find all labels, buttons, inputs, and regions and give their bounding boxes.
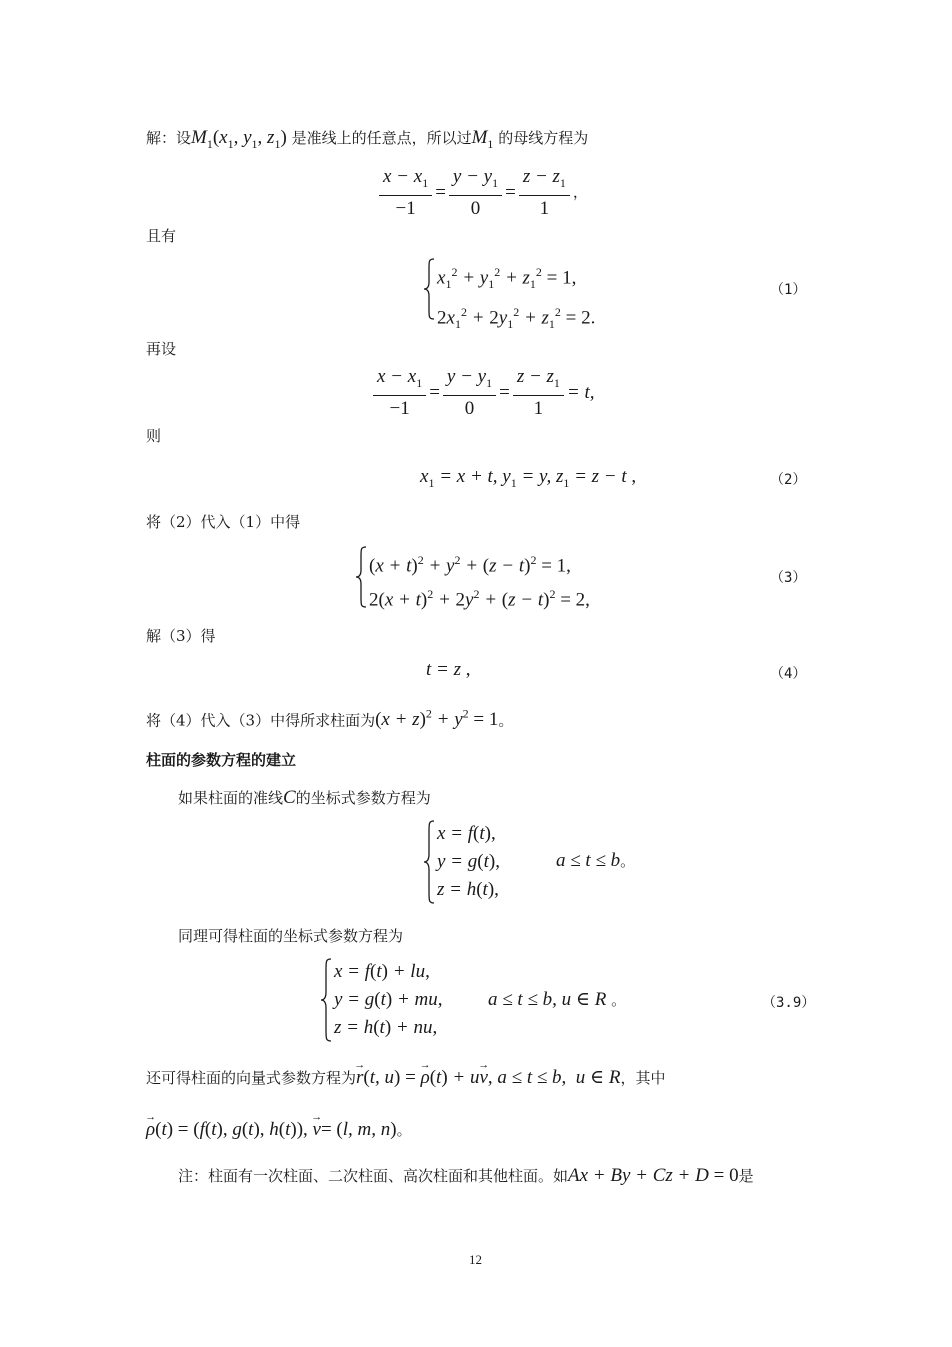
- definitions-end: 。: [396, 1121, 412, 1139]
- left-brace-icon: [423, 820, 435, 904]
- directrix-tail: 的坐标式参数方程为: [295, 789, 431, 807]
- result-text: 将（4）代入（3）中得所求柱面为: [146, 711, 376, 730]
- equation-directrix-param: x = f(t), y = g(t), z = h(t),: [423, 820, 500, 904]
- vector-form-tail: ，其中: [620, 1069, 666, 1087]
- cylinder-param-condition-text: a ≤ t ≤ b, u ∈ R: [488, 989, 607, 1010]
- equation-number-3-9: （3.9）: [762, 995, 816, 1011]
- vector-equation: → r(t, u) = → ρ(t) + u→ v, a ≤ t ≤ b, u ∈ R: [356, 1067, 620, 1088]
- point-m1-short: $M_1$: [471, 127, 494, 151]
- equation-number-3: （3）: [770, 570, 807, 586]
- fraction-z-t: $\frac{z - z_1}{1}$: [513, 365, 564, 422]
- point-m1: $M_1(x_1$, $y_1$, $z_1$): [191, 127, 287, 151]
- fraction-x: $\frac{x - x_1}{-1}$: [379, 165, 432, 222]
- equation-system-3: $(x + t)^2 + y^2 + (z - t)^2 = 1$, $2(x + t)^2 + 2y^2 + (z - t)^2 = 2$,: [355, 546, 590, 615]
- intro-lead: 解：设: [146, 129, 192, 147]
- paragraph-similarly: 同理可得柱面的坐标式参数方程为: [178, 927, 404, 945]
- paragraph-result: [146, 704, 513, 730]
- intro-mid: 是准线上的任意点，所以过: [291, 129, 472, 147]
- paragraph-vector-form: [146, 1068, 665, 1088]
- equation-4: t = z ,: [426, 659, 471, 680]
- fraction-z: $\frac{z - z_1}{1}$: [519, 165, 570, 222]
- page-number: 12: [469, 1252, 482, 1267]
- directrix-condition-text: a ≤ t ≤ b: [556, 850, 621, 871]
- note-lead: 注：柱面有一次柱面、二次柱面、高次柱面和其他柱面。如: [178, 1167, 569, 1185]
- equation-punct: ，: [572, 185, 588, 201]
- paragraph-note: [178, 1166, 754, 1186]
- paragraph-and: 且有: [146, 227, 177, 245]
- vector-definitions: → ρ(t) = (f(t), g(t), h(t)), → v= (l, m, n): [146, 1119, 397, 1140]
- equation-2: $x_1 = x + t$, $y_1 = y$, $z_1 = z - t$ ,: [420, 466, 637, 490]
- linear-equation: Ax + By + Cz + D = 0: [568, 1165, 739, 1186]
- curve-c: C: [283, 787, 296, 808]
- equation-rhs-t: = t,: [566, 382, 595, 403]
- equation-generatrix: $\frac{x - x_1}{-1}$ = $\frac{y - y_1}{0}$ = $\frac{z - z_1}{1}$ ，: [376, 168, 588, 218]
- left-brace-icon: [355, 546, 367, 608]
- paragraph-let: 再设: [146, 340, 177, 358]
- intro-tail: 的母线方程为: [498, 129, 589, 147]
- section-heading: 柱面的参数方程的建立: [146, 751, 297, 769]
- fraction-x-t: $\frac{x - x_1}{-1}$: [373, 365, 426, 422]
- paragraph-definitions: [146, 1120, 412, 1140]
- cylinder-equation: $(x + z)^2 + y^2 = 1$: [375, 707, 499, 731]
- left-brace-icon: [320, 958, 332, 1042]
- paragraph-directrix: [178, 788, 431, 808]
- result-end: 。: [498, 711, 514, 730]
- fraction-y: $\frac{y - y_1}{0}$: [449, 165, 502, 222]
- equation-cylinder-param: x = f(t) + lu, y = g(t) + mu, z = h(t) + nu,: [320, 958, 443, 1042]
- equation-parameter-t: $\frac{x - x_1}{-1}$ = $\frac{y - y_1}{0}$ = $\frac{z - z_1}{1}$ = t,: [370, 368, 595, 418]
- vector-form-lead: 还可得柱面的向量式参数方程为: [146, 1069, 357, 1087]
- cylinder-param-condition-end: 。: [611, 993, 627, 1009]
- cylinder-param-condition: [488, 988, 626, 1011]
- paragraph-then: 则: [146, 427, 162, 445]
- directrix-condition: [556, 850, 635, 872]
- paragraph-intro: [146, 128, 588, 154]
- note-tail: 是: [738, 1167, 754, 1185]
- equation-system-1: $x_1^2 + y_1^2 + z_1^2 = 1$, $2x_1^2 + 2y_1^2 + z_1^2 = 2$.: [423, 258, 595, 338]
- paragraph-substitute-2-into-1: 将（2）代入（1）中得: [146, 513, 301, 531]
- left-brace-icon: [423, 258, 435, 320]
- directrix-lead: 如果柱面的准线: [178, 789, 284, 807]
- equation-number-4: （4）: [770, 666, 807, 682]
- directrix-condition-end: 。: [620, 854, 636, 870]
- equation-number-1: （1）: [770, 282, 807, 298]
- fraction-y-t: $\frac{y - y_1}{0}$: [443, 365, 496, 422]
- paragraph-solve-3: 解（3）得: [146, 627, 216, 645]
- equation-number-2: （2）: [770, 472, 807, 488]
